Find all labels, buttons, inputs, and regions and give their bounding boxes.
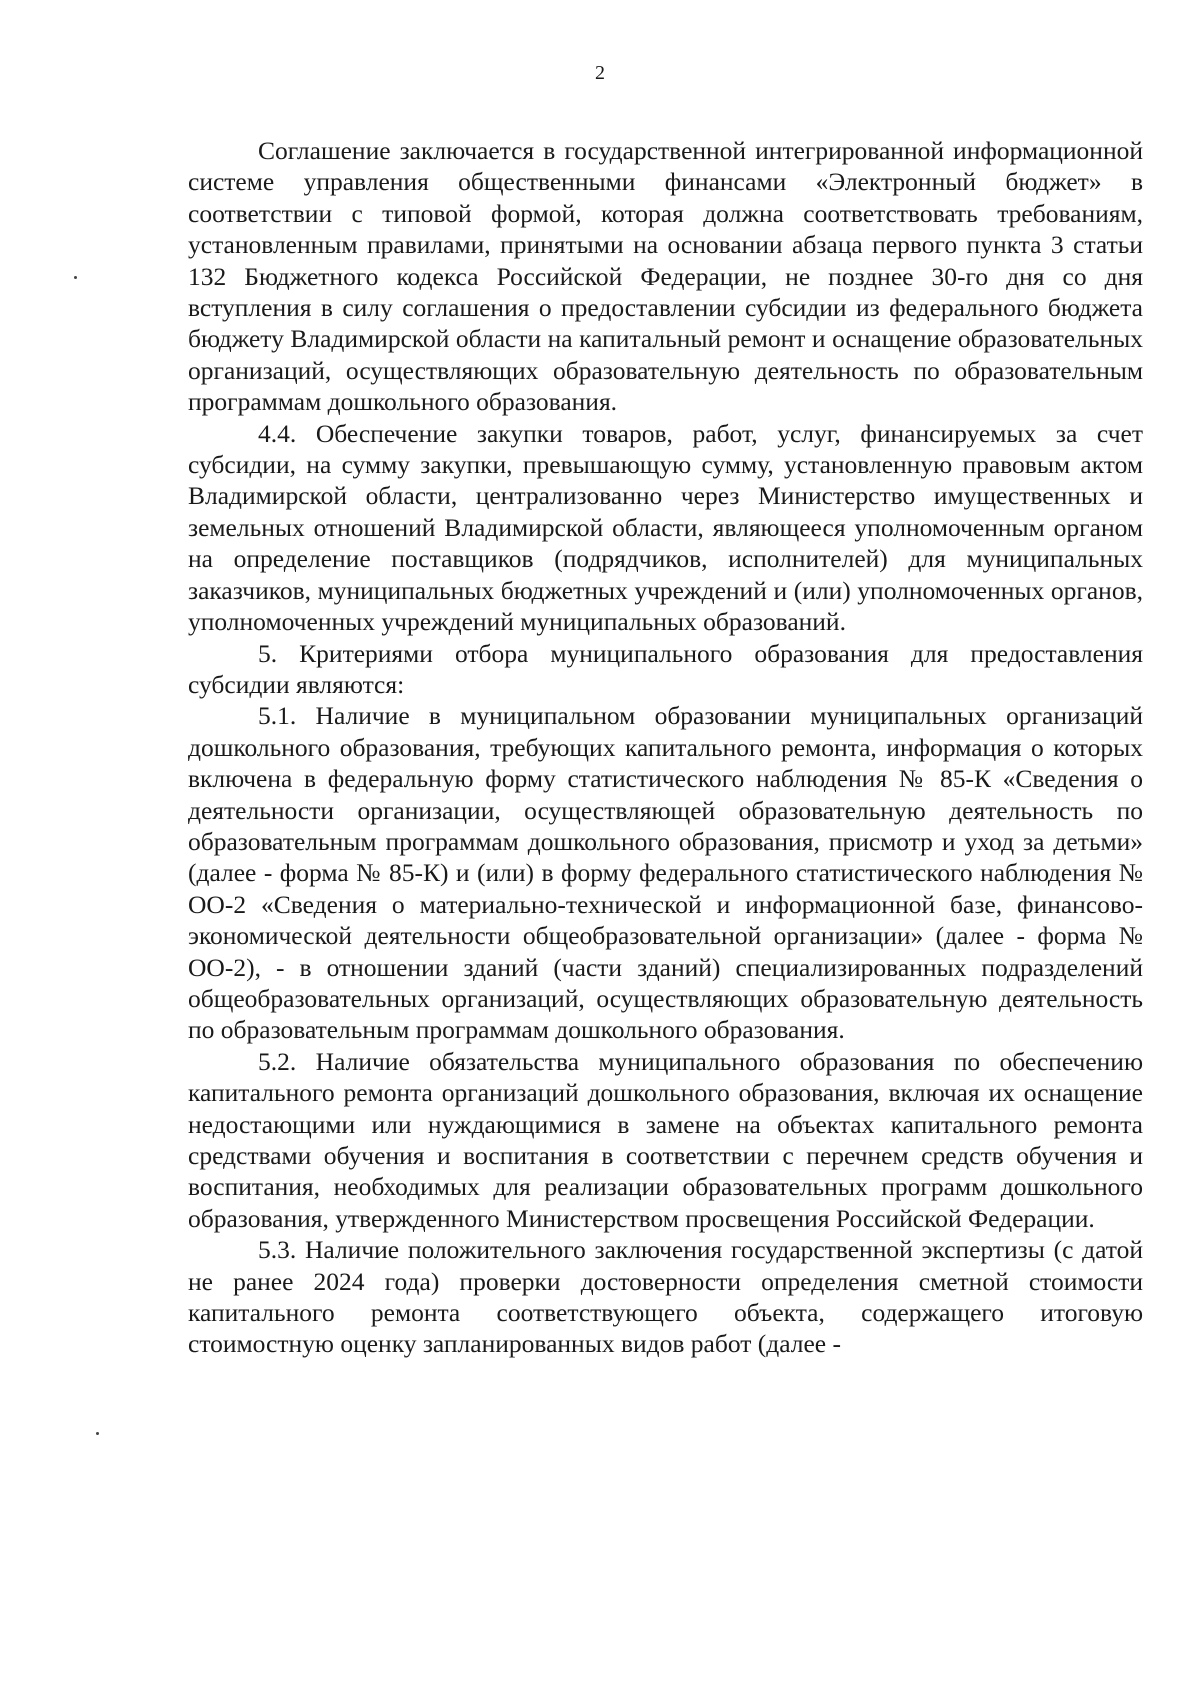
scan-speck xyxy=(96,1432,99,1435)
paragraph-5-2: 5.2. Наличие обязательства муниципального образования по обеспечению капитального ремонта организаций дошкольного образования, включая их оснащение недостающими или нуждающимися в замене на объектах капитального ремонта средствами обучения и воспитания в соответствии с перечнем средств обучения и воспитания, необходимых для реализации образовательных программ дошкольного образования, утвержденного Министерством просвещения Российской Федерации. xyxy=(188,1046,1143,1233)
paragraph-agreement: Соглашение заключается в государственной интегрированной информационной системе управления общественными финансами «Электронный бюджет» в соответствии с типовой формой, которая должна соответствовать требованиям, установленным правилами, принятыми на основании абзаца первого пункта 3 статьи 132 Бюджетного кодекса Российской Федерации, не позднее 30-го дня со дня вступления в силу соглашения о предоставлении субсидии из федерального бюджета бюджету Владимирской области на капитальный ремонт и оснащение образовательных организаций, осуществляющих образовательную деятельность по образовательным программам дошкольного образования. xyxy=(188,136,1143,417)
scan-speck xyxy=(74,276,77,279)
paragraph-5-1: 5.1. Наличие в муниципальном образовании муниципальных организаций дошкольного образования, требующих капитального ремонта, информация о которых включена в федеральную форму статистического наблюдения № 85-К «Сведения о деятельности организации, осуществляющей образовательную деятельность по образовательным программам дошкольного образования, присмотр и уход за детьми» (далее - форма № 85-К) и (или) в форму федерального статистического наблюдения № ОО-2 «Сведения о материально-технической и информационной базе, финансово-экономической деятельности общеобразовательной организации» (далее - форма № ОО-2), - в отношении зданий (части зданий) специализированных подразделений общеобразовательных организаций, осуществляющих образовательную деятельность по образовательным программам дошкольного образования. xyxy=(188,701,1143,1045)
page-number: 2 xyxy=(595,62,605,84)
paragraph-5: 5. Критериями отбора муниципального образования для предоставления субсидии являются: xyxy=(188,638,1143,699)
document-body xyxy=(188,135,1143,1360)
paragraph-4-4: 4.4. Обеспечение закупки товаров, работ, услуг, финансируемых за счет субсидии, на сумму закупки, превышающую сумму, установленную правовым актом Владимирской области, централизованно через Министерство имущественных и земельных отношений Владимирской области, являющееся уполномоченным органом на определение поставщиков (подрядчиков, исполнителей) для муниципальных заказчиков, муниципальных бюджетных учреждений и (или) уполномоченных органов, уполномоченных учреждений муниципальных образований. xyxy=(188,418,1143,637)
paragraph-5-3: 5.3. Наличие положительного заключения государственной экспертизы (с датой не ранее 2024 года) проверки достоверности определения сметной стоимости капитального ремонта соответствующего объекта, содержащего итоговую стоимостную оценку запланированных видов работ (далее - xyxy=(188,1235,1143,1359)
